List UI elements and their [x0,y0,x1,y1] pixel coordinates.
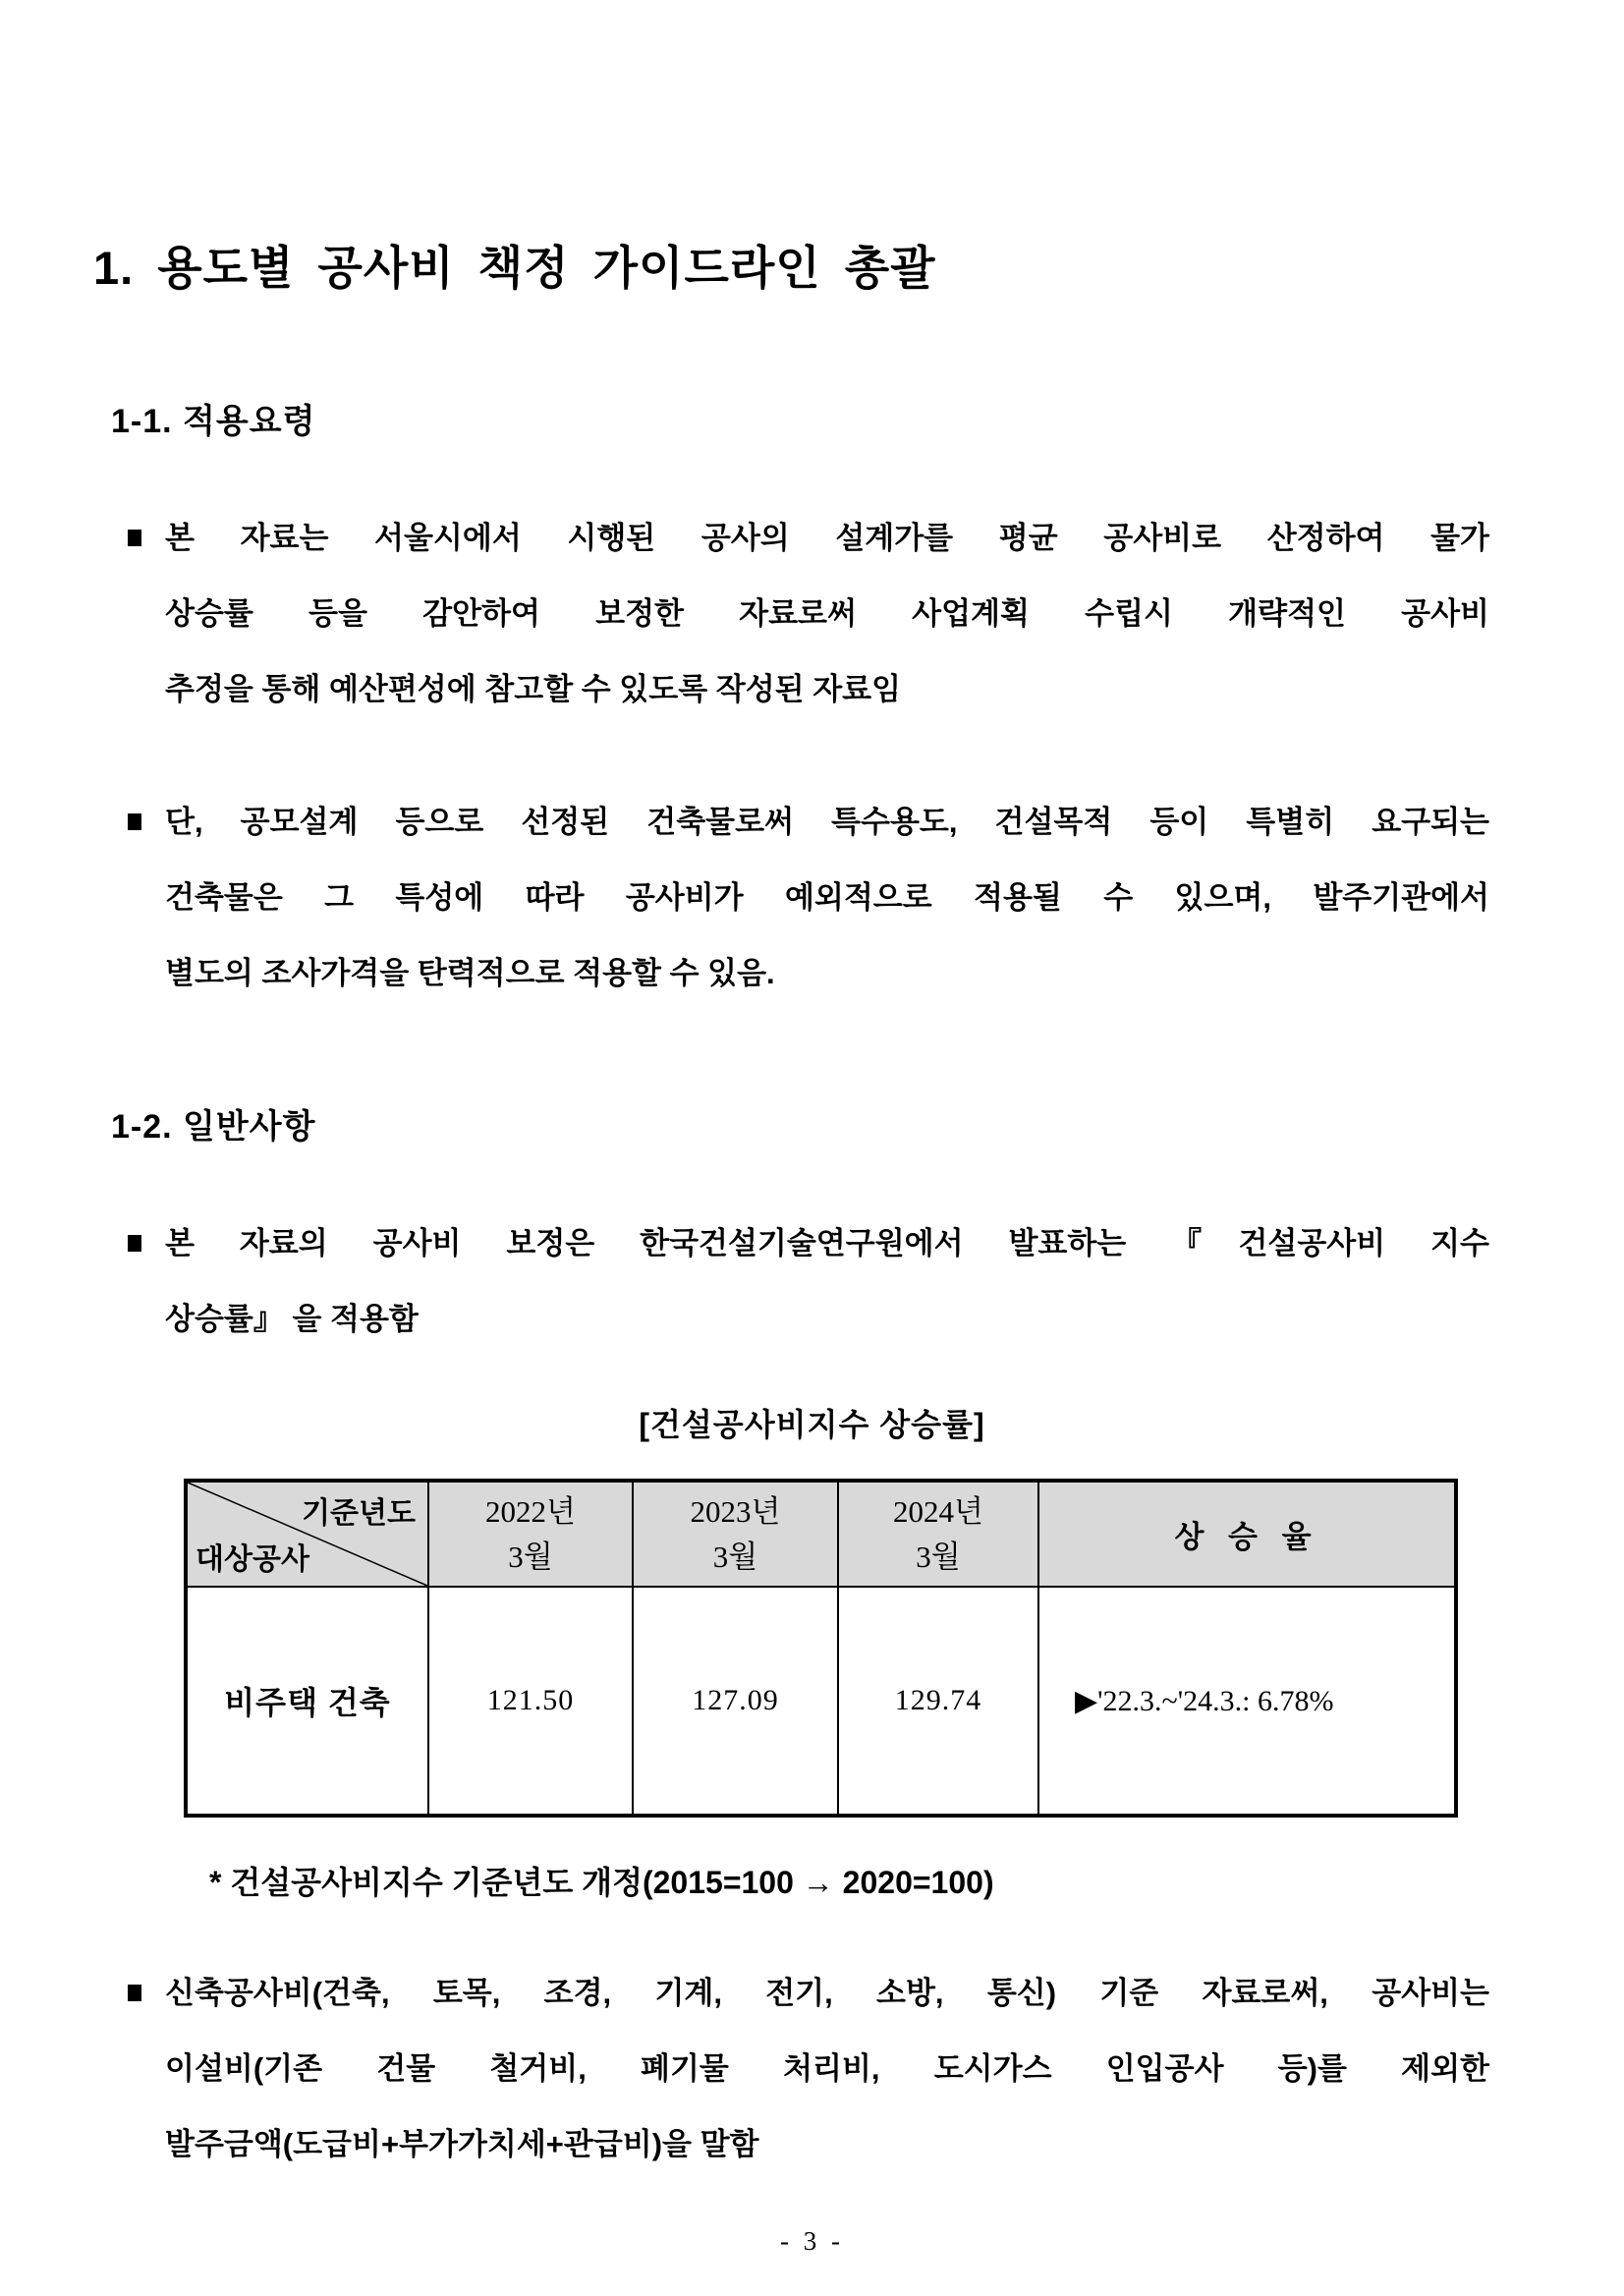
bullet-square-icon [128,1985,141,2001]
text-line: 신축공사비(건축, 토목, 조경, 기계, 전기, 소방, 통신) 기준 자료로써, 공사비는 [165,1976,1489,2010]
corner-label-target-work: 대상공사 [196,1543,309,1576]
page-title: 1. 용도별 공사비 책정 가이드라인 총괄 [93,242,936,294]
cost-index-table [184,1479,1458,1818]
rate-value-cell: ▶'22.3.~'24.3.: 6.78% [1038,1587,1456,1816]
table-header-row [186,1481,1456,1587]
text-line: 상승률』 을 적용함 [165,1302,419,1336]
bullet-square-icon [128,813,141,830]
text-line: 이설비(기존 건물 철거비, 폐기물 처리비, 도시가스 인입공사 등)를 제외한 [165,2051,1489,2086]
bullet-square-icon [128,1235,141,1252]
row-label-cell: 비주택 건축 [186,1587,428,1816]
text-line: 본 자료의 공사비 보정은 한국건설기술연구원에서 발표하는 『건설공사비 지수 [165,1226,1489,1260]
text-line: 본 자료는 서울시에서 시행된 공사의 설계가를 평균 공사비로 산정하여 물가 [165,521,1489,555]
year-header-cell: 2024년 3월 [838,1481,1038,1587]
paragraph-1-1-a [128,500,1489,727]
text-line: 단, 공모설계 등으로 선정된 건축물로써 특수용도, 건설목적 등이 특별히 요구되는 [165,805,1489,839]
section-1-2-heading: 1-2. 일반사항 [111,1108,316,1146]
paragraph-1-1-b [128,784,1489,1011]
index-value-cell-2023: 127.09 [633,1587,838,1816]
rate-header-cell: 상 승 율 [1038,1481,1456,1587]
index-value-cell-2024: 129.74 [838,1587,1038,1816]
table-caption: [건설공사비지수 상승률] [639,1407,985,1442]
index-value-cell-2022: 121.50 [428,1587,633,1816]
year-header-cell: 2022년 3월 [428,1481,633,1587]
paragraph-1-2-a [128,1205,1489,1357]
corner-cell [186,1481,428,1587]
text-line: 건축물은 그 특성에 따라 공사비가 예외적으로 적용될 수 있으며, 발주기관에서 [165,880,1489,915]
paragraph-1-2-b [128,1955,1489,2182]
text-line: 발주금액(도급비+부가가치세+관급비)을 말함 [165,2127,759,2161]
corner-label-base-year: 기준년도 [302,1497,416,1530]
table-footnote: * 건설공사비지수 기준년도 개정(2015=100 → 2020=100) [209,1865,994,1900]
section-1-1-heading: 1-1. 적용요령 [111,403,316,440]
text-line: 추정을 통해 예산편성에 참고할 수 있도록 작성된 자료임 [165,672,902,706]
page-number: - 3 - [780,2226,844,2256]
year-header-cell: 2023년 3월 [633,1481,838,1587]
bullet-square-icon [128,530,141,546]
table-data-row [186,1587,1456,1816]
text-line: 별도의 조사가격을 탄력적으로 적용할 수 있음. [165,956,775,990]
text-line: 상승률 등을 감안하여 보정한 자료로써 사업계획 수립시 개략적인 공사비 [165,596,1489,631]
